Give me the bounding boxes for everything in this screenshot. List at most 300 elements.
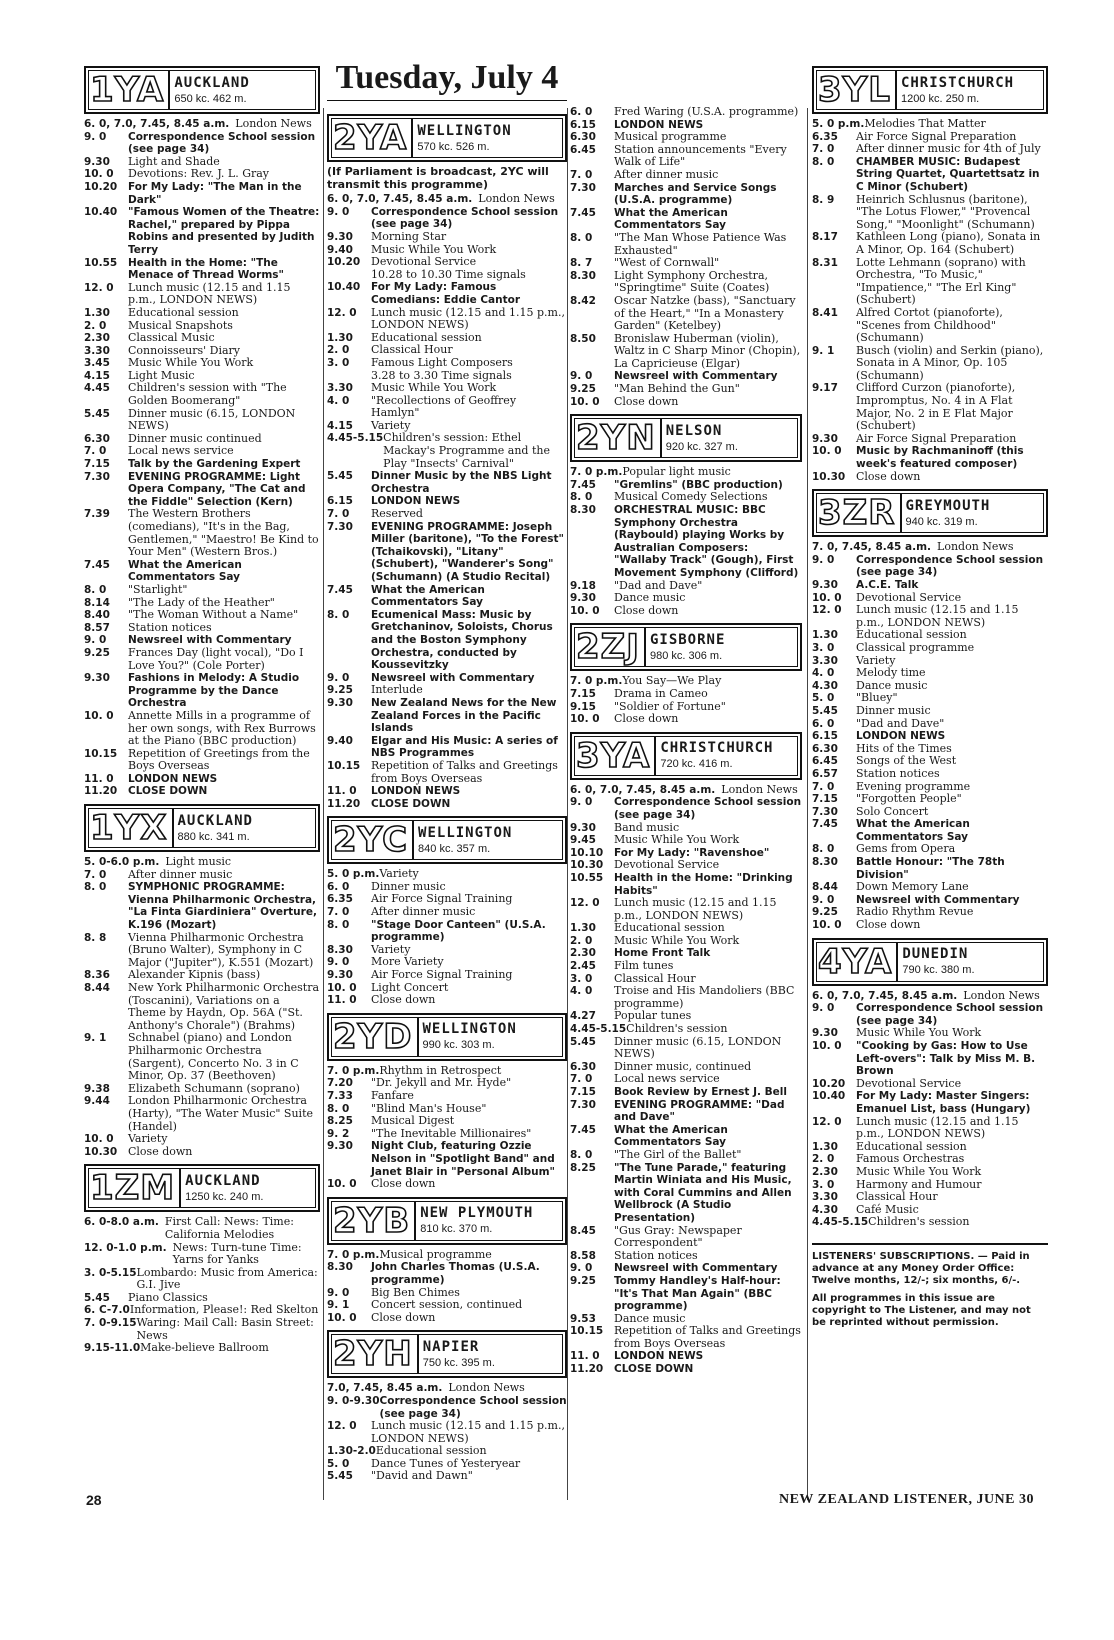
entry-description: Vienna Philharmonic Orchestra (Bruno Walter), Symphony in C Major ("Jupiter"), K.551 (Mozart)	[128, 930, 314, 969]
entry-description: Educational session	[856, 628, 967, 642]
entry-time: 3. 0	[812, 641, 835, 654]
entry-time: 8.30	[812, 856, 838, 869]
entry-description: Classical Music	[128, 331, 215, 345]
entry-time: 8.25	[570, 1161, 596, 1174]
entry-time: 9. 0	[812, 553, 835, 566]
programme-entry	[812, 856, 1048, 881]
programme-entry	[812, 307, 1048, 345]
entry-description: Educational session	[375, 1444, 487, 1458]
programme-entry	[327, 1445, 567, 1458]
entry-time: 10.20	[84, 180, 118, 193]
entry-time: 10.15	[84, 747, 118, 760]
entry-time: 9.30	[327, 1140, 353, 1153]
entry-description: Educational session	[856, 1139, 967, 1153]
entry-description: Piano Classics	[128, 1290, 208, 1304]
station-frequency: 650 kc. 462 m.	[174, 92, 247, 105]
entry-time: 9.18	[570, 579, 596, 592]
programme-entry	[570, 834, 802, 847]
programme-entry	[570, 1275, 802, 1313]
programme-entry	[84, 559, 320, 584]
entry-time: 10. 0	[570, 395, 600, 408]
entry-description: Melodies That Matter	[864, 117, 986, 130]
entry-description: News: Turn-tune Time: Yarns for Yanks	[172, 1240, 302, 1267]
entry-description: Light Symphony Orchestra, "Springtime" Suite (Coates)	[614, 268, 770, 295]
station-frequency: 750 kc. 395 m.	[422, 1356, 495, 1369]
programme-entry	[570, 1023, 802, 1036]
column-4	[812, 60, 1048, 1335]
entry-time: 6.45	[570, 143, 596, 156]
entry-description: Fred Waring (U.S.A. programme)	[614, 105, 799, 118]
programme-entry	[812, 345, 1048, 383]
programme-entry	[570, 182, 802, 207]
entry-description: EVENING PROGRAMME: Light Opera Company, "The Cat and the Fiddle" Selection (Kern)	[128, 470, 306, 508]
programme-entry	[570, 1363, 802, 1376]
station-city: DUNEDIN	[902, 946, 969, 963]
entry-description: "Blind Man's House"	[371, 1101, 487, 1115]
station-info	[412, 821, 512, 859]
programme-entry	[84, 1342, 320, 1355]
entry-description: Gems from Opera	[856, 842, 956, 856]
programme-entry	[84, 672, 320, 710]
programme-entry	[812, 554, 1048, 579]
entry-description: 3.28 to 3.30 Time signals	[371, 368, 512, 382]
entry-description: Lunch music (12.15 and 1.15 p.m., LONDON NEWS)	[856, 1114, 1019, 1141]
entry-description: Children's session	[626, 1022, 728, 1036]
programme-entry	[84, 471, 320, 509]
entry-description: Alexander Kipnis (bass)	[128, 968, 261, 982]
entry-time: 9. 2	[327, 1127, 350, 1140]
entry-time: 9. 0	[327, 671, 350, 684]
programme-entry	[570, 270, 802, 295]
programme-entry	[812, 156, 1048, 194]
programme-entry	[570, 333, 802, 371]
programme-entry	[84, 1146, 320, 1159]
programme-entry	[327, 1249, 567, 1262]
station-info	[644, 628, 725, 666]
entry-time: 7. 0	[570, 168, 593, 181]
station-frequency: 1250 kc. 240 m.	[185, 1190, 264, 1203]
entry-description: Variety	[856, 653, 896, 667]
programme-entry	[812, 843, 1048, 856]
entry-time: 9.45	[570, 834, 596, 847]
programme-entry	[327, 231, 567, 244]
entry-time: 2.45	[570, 960, 596, 973]
programme-entry	[84, 1133, 320, 1146]
programme-entry	[812, 1216, 1048, 1229]
entry-time: 7. 0 p.m.	[570, 466, 623, 479]
entry-time: 8. 8	[84, 931, 107, 944]
programme-entry	[327, 697, 567, 735]
entry-description: Local news service	[128, 444, 234, 458]
entry-description: LONDON NEWS	[856, 730, 946, 743]
entry-description: "Starlight"	[128, 582, 188, 596]
programme-entry	[570, 144, 802, 169]
entry-description: Music While You Work	[614, 933, 740, 947]
entry-time: 4. 0	[812, 667, 835, 680]
programme-entry	[84, 282, 320, 307]
entry-description: Elgar and His Music: A series of NBS Programmes	[371, 734, 558, 760]
station-header-1yx	[84, 804, 320, 852]
entry-time: 10. 0	[812, 445, 842, 458]
entry-time: 10.40	[327, 281, 361, 294]
entry-description: What the American Commentators Say	[614, 1123, 728, 1149]
entry-description: For My Lady: Master Singers: Emanuel List, bass (Hungary)	[856, 1090, 1031, 1115]
programme-entry	[84, 856, 320, 869]
entry-description: Close down	[614, 712, 679, 726]
entry-description: Dinner Music by the NBS Light Orchestra	[371, 470, 552, 495]
column-divider	[567, 108, 568, 1500]
entry-time: 7.45	[570, 1123, 596, 1136]
station-logo: 1YA	[90, 70, 165, 110]
programme-entry	[570, 922, 802, 935]
station-note: (If Parliament is broadcast, 2YC will transmit this programme)	[327, 165, 549, 191]
station-logo: 3YA	[576, 735, 651, 776]
entry-time: 7.15	[570, 687, 596, 700]
entry-description: Music While You Work	[856, 1164, 982, 1178]
entry-time: 10.55	[84, 256, 118, 269]
entry-description: LONDON NEWS	[614, 118, 704, 131]
entry-description: Music While You Work	[128, 356, 254, 370]
station-header-1ya	[84, 66, 320, 114]
programme-entry	[570, 713, 802, 726]
entry-time: 3. 0	[812, 1178, 835, 1191]
entry-time: 7.30	[327, 520, 353, 533]
entry-time: 9. 0	[570, 1262, 593, 1275]
programme-entry	[327, 1090, 567, 1103]
entry-time: 6. 0, 7.0, 7.45, 8.45 a.m.	[570, 783, 716, 796]
entry-time: 9.30	[570, 821, 596, 834]
entry-time: 2.30	[812, 1165, 838, 1178]
entry-time: 5.45	[327, 470, 353, 483]
entry-time: 11. 0	[570, 1350, 600, 1363]
entry-time: 5. 0 p.m.	[812, 118, 865, 130]
entry-description: New Zealand News for the New Zealand Forces in the Pacific Islands	[371, 696, 557, 735]
programme-entry	[812, 881, 1048, 894]
programme-entry	[812, 445, 1048, 470]
station-city: NELSON	[665, 422, 723, 439]
entry-time: 2. 0	[84, 319, 107, 332]
entry-time: 3. 0-5.15	[84, 1266, 137, 1279]
station-header-1zm	[84, 1164, 320, 1212]
entry-description: Children's session: Ethel Mackay's Programme and the Play "Insects' Carnival"	[383, 431, 550, 470]
entry-time: 10. 0	[327, 1178, 357, 1191]
entry-description: John Charles Thomas (U.S.A. programme)	[371, 1261, 540, 1286]
entry-description: London News	[721, 782, 798, 796]
programme-entry	[327, 1178, 567, 1191]
entry-description: "Dad and Dave"	[614, 578, 703, 592]
programme-entry	[570, 106, 802, 119]
entry-time: 10. 0	[84, 709, 114, 722]
entry-description: London News	[937, 540, 1014, 554]
station-logo: 2ZJ	[576, 627, 640, 668]
entry-description: Devotional Service	[856, 1076, 962, 1090]
programme-entry	[327, 944, 567, 957]
programme-entry	[327, 1299, 567, 1312]
programme-entry	[84, 785, 320, 798]
station-frequency: 920 kc. 327 m.	[665, 440, 738, 453]
station-logo: 3ZR	[818, 493, 896, 534]
station-logo: 1YX	[90, 808, 168, 849]
entry-time: 12. 0	[84, 281, 114, 294]
station-logo: 2YH	[333, 1334, 413, 1375]
entry-time: 1.30	[570, 922, 596, 935]
station-header-2yb	[327, 1197, 567, 1245]
entry-description: Close down	[128, 1144, 193, 1158]
programme-entry	[327, 206, 567, 231]
programme-entry	[570, 232, 802, 257]
entry-time: 9. 0	[327, 956, 350, 969]
programme-entry	[327, 994, 567, 1007]
programme-entry	[84, 748, 320, 773]
programme-entry	[570, 796, 802, 821]
entry-description: Classical Hour	[614, 971, 696, 985]
station-info	[900, 494, 991, 532]
entry-description: Home Front Talk	[614, 947, 711, 960]
station-frequency: 840 kc. 357 m.	[418, 842, 491, 855]
programme-entry	[327, 508, 567, 521]
entry-description: Air Force Signal Training	[371, 892, 513, 906]
entry-time: 8. 0	[327, 918, 350, 931]
entry-time: 9. 0	[84, 130, 107, 143]
entry-time: 9.30	[84, 155, 110, 168]
entry-time	[327, 370, 371, 383]
entry-time: 9. 1	[84, 1032, 107, 1045]
programme-entry	[84, 932, 320, 970]
programme-entry	[812, 194, 1048, 232]
station-header-2yc	[327, 816, 567, 864]
entry-time: 9.25	[84, 646, 110, 659]
entry-description: Musical programme	[379, 1247, 492, 1261]
entry-time: 9.15	[570, 700, 596, 713]
entry-description: Educational session	[614, 921, 725, 935]
entry-description: Alfred Cortot (pianoforte), "Scenes from Childhood" (Schumann)	[856, 305, 1003, 345]
entry-time: 10.15	[570, 1325, 604, 1338]
entry-time: 1.30-2.0	[327, 1445, 376, 1458]
entry-time: 10.30	[570, 859, 604, 872]
programme-entry	[570, 1225, 802, 1250]
entry-description: London Philharmonic Orchestra (Harty), "The Water Music" Suite (Handel)	[128, 1094, 313, 1133]
programme-entry	[84, 1216, 320, 1241]
entry-description: Dinner music continued	[128, 431, 262, 445]
entry-description: Waring: Mail Call: Basin Street: News	[136, 1316, 314, 1342]
programme-entry	[84, 118, 320, 131]
entry-description: Variety	[371, 418, 411, 432]
entry-description: Classical Hour	[856, 1190, 938, 1204]
station-header-3yl	[812, 66, 1048, 114]
entry-time: 6.30	[570, 131, 596, 144]
programme-entry	[84, 773, 320, 786]
programme-entry	[84, 647, 320, 672]
programme-entry	[812, 667, 1048, 680]
programme-entry	[327, 906, 567, 919]
programme-entry	[84, 445, 320, 458]
entry-description: Lunch music (12.15 and 1.15 p.m., LONDON NEWS)	[128, 280, 291, 307]
entry-description: SYMPHONIC PROGRAMME: Vienna Philharmonic Orchestra, "La Finta Giardiniera" Overture, K.196 (Mozart)	[128, 881, 317, 932]
entry-time: 8. 0	[327, 608, 350, 621]
entry-time: 7. 0	[570, 1073, 593, 1086]
programme-entry	[812, 382, 1048, 432]
entry-time: 3.45	[84, 357, 110, 370]
programme-entry	[327, 919, 567, 944]
column-divider	[807, 108, 808, 1500]
programme-entry	[84, 1242, 320, 1267]
programme-entry	[327, 1128, 567, 1141]
station-info	[896, 943, 974, 981]
station-logo: 2YB	[333, 1200, 411, 1241]
entry-description: Harmony and Humour	[856, 1177, 982, 1191]
programme-entry	[327, 495, 567, 508]
entry-time: 12. 0	[327, 306, 357, 319]
entry-description: Children's session with "The Golden Boomerang"	[128, 381, 287, 408]
station-frequency: 990 kc. 303 m.	[422, 1039, 495, 1052]
entry-description: "Recollections of Geoffrey Hamlyn"	[371, 393, 517, 420]
station-city: GISBORNE	[649, 631, 726, 648]
entry-time: 6. 0, 7.0, 7.45, 8.45 a.m.	[327, 193, 473, 206]
entry-description: EVENING PROGRAMME: "Dad and Dave"	[614, 1098, 785, 1124]
entry-description: Heinrich Schlusnus (baritone), "The Lotus Flower," "Provencal Song," "Moonlight" (Schumann)	[856, 192, 1035, 231]
entry-description: Troise and His Mandoliers (BBC programme)	[614, 984, 795, 1010]
entry-description: "The Lady of the Heather"	[128, 595, 275, 609]
entry-description: Connoisseurs' Diary	[128, 343, 241, 357]
entry-description: Bronislaw Huberman (violin), Waltz in C Sharp Minor (Chopin), La Capricieuse (Elgar)	[614, 331, 801, 370]
entry-description: "The Tune Parade," featuring Martin Winiata and His Music, with Coral Cummins and Allen Wellbrock (A Studio Presentation)	[614, 1161, 792, 1224]
programme-entry	[327, 1140, 567, 1178]
programme-entry	[84, 131, 320, 156]
entry-description: Ecumenical Mass: Music by Gretchaninov, Soloists, Chorus and the Boston Symphony Orchestra, conducted by Koussevitzky	[371, 608, 553, 672]
programme-entry	[812, 541, 1048, 554]
entry-description: Music While You Work	[856, 1026, 982, 1040]
programme-entry	[812, 906, 1048, 919]
entry-time: 6.30	[84, 432, 110, 445]
programme-entry	[570, 207, 802, 232]
entry-description: Radio Rhythm Revue	[856, 905, 974, 919]
entry-time: 6. 0	[812, 717, 835, 730]
entry-time: 6. 0, 7.0, 7.45, 8.45 a.m.	[812, 989, 958, 1002]
programme-entry	[84, 1095, 320, 1133]
entry-time: 8.44	[812, 881, 838, 894]
station-header-2yn	[570, 414, 802, 462]
programme-entry	[84, 458, 320, 471]
entry-description: Local news service	[614, 1072, 720, 1086]
entry-time: 10. 0	[327, 1311, 357, 1324]
entry-time: 10.55	[570, 871, 604, 884]
entry-description: Station notices	[856, 766, 940, 780]
entry-description: Tommy Handley's Half-hour: "It's That Man Again" (BBC programme)	[614, 1274, 781, 1313]
entry-time: 8. 0	[570, 491, 593, 504]
entry-description: After dinner music	[614, 167, 719, 181]
entry-description: Marches and Service Songs (U.S.A. programme)	[614, 181, 777, 207]
entry-description: 10.28 to 10.30 Time signals	[371, 267, 526, 281]
programme-entry	[570, 985, 802, 1010]
programme-entry	[570, 169, 802, 182]
programme-entry	[570, 1124, 802, 1149]
entry-time: 4.45-5.15	[812, 1216, 869, 1229]
programme-entry	[570, 466, 802, 479]
entry-time: 8. 0	[812, 843, 835, 856]
programme-entry	[84, 1267, 320, 1292]
entry-description: LONDON NEWS	[614, 1350, 704, 1363]
entry-time: 8.30	[327, 1261, 353, 1274]
entry-description: Newsreel with Commentary	[614, 370, 778, 383]
programme-entry	[84, 181, 320, 206]
entry-time: 6.57	[812, 767, 838, 780]
entry-time: 10.30	[812, 470, 846, 483]
programme-entry	[570, 859, 802, 872]
programme-entry	[84, 332, 320, 345]
entry-time: 8. 9	[812, 193, 835, 206]
entry-description: Correspondence School session (see page 34)	[856, 553, 1044, 579]
entry-time: 9. 0	[570, 370, 593, 383]
entry-description: Schnabel (piano) and London Philharmonic Orchestra (Sargent), Concerto No. 3 in C Minor, Op. 37 (Beethoven)	[128, 1031, 299, 1083]
entry-time: 8.58	[570, 1249, 596, 1262]
station-city: WELLINGTON	[418, 824, 513, 841]
station-header-4ya	[812, 938, 1048, 986]
entry-time: 9. 0	[327, 205, 350, 218]
footer-title: NEW ZEALAND LISTENER, JUNE 30	[778, 1492, 1034, 1507]
entry-description: Drama in Cameo	[614, 686, 708, 700]
entry-description: What the American Commentators Say	[614, 206, 728, 232]
entry-time: 10.20	[327, 256, 361, 269]
entry-description: Information, Please!: Red Skelton	[129, 1303, 319, 1317]
programme-entry	[327, 798, 567, 811]
column-2	[327, 108, 567, 1483]
entry-description: Battle Honour: "The 78th Division"	[856, 856, 1005, 881]
entry-time: 9.17	[812, 382, 838, 395]
entry-description: Rhythm in Retrospect	[379, 1063, 502, 1077]
programme-entry	[327, 432, 567, 470]
station-header-2zj	[570, 623, 802, 671]
programme-entry	[812, 705, 1048, 718]
programme-entry	[327, 785, 567, 798]
programme-entry	[570, 295, 802, 333]
programme-entry	[84, 408, 320, 433]
entry-time: 9.40	[327, 243, 353, 256]
entry-description: Educational session	[371, 330, 482, 344]
programme-entry	[84, 508, 320, 558]
entry-description: Air Force Signal Preparation	[856, 431, 1017, 445]
entry-description: Lunch music (12.15 and 1.15 p.m., LONDON NEWS)	[371, 305, 565, 332]
programme-entry	[812, 1191, 1048, 1204]
entry-description: "Cooking by Gas: How to Use Left-overs": Talk by Miss M. B. Brown	[856, 1040, 1036, 1078]
entry-description: Frances Day (light vocal), "Do I Love You?" (Cole Porter)	[128, 645, 304, 672]
entry-time: 3.30	[812, 1191, 838, 1204]
entry-description: Close down	[856, 469, 921, 483]
entry-time: 2. 0	[327, 344, 350, 357]
entry-description: Classical programme	[856, 640, 975, 654]
entry-time: 8.40	[84, 609, 110, 622]
entry-time: 9. 1	[327, 1299, 350, 1312]
programme-entry	[570, 688, 802, 701]
entry-description: Correspondence School session (see page 34)	[128, 130, 316, 156]
programme-entry	[84, 257, 320, 282]
entry-description: Lotte Lehmann (soprano) with Orchestra, "To Music," "Impatience," "The Erl King" (Schubert)	[856, 255, 1026, 307]
entry-description: EVENING PROGRAMME: Joseph Miller (baritone), "To the Forest" (Tchaikovski), "Litany" (Schubert), "Wanderer's Song" (Schumann) (A Studio Recital)	[371, 520, 565, 583]
programme-entry	[812, 655, 1048, 668]
station-header-3ya	[570, 732, 802, 780]
programme-entry	[327, 395, 567, 420]
entry-time: 7. 0 p.m.	[327, 1064, 380, 1077]
entry-time: 6. 0, 7.0, 7.45, 8.45 a.m.	[84, 118, 230, 130]
entry-description: Correspondence School session (see page 34)	[379, 1394, 567, 1420]
programme-entry	[327, 1115, 567, 1128]
entry-description: Big Ben Chimes	[371, 1285, 460, 1299]
entry-time: 9. 1	[812, 344, 835, 357]
entry-description: Variety	[128, 1132, 168, 1146]
programme-entry	[570, 1036, 802, 1061]
entry-time: 7.15	[84, 458, 110, 471]
entry-time: 10. 0	[812, 919, 842, 932]
entry-time: 9.30	[570, 592, 596, 605]
